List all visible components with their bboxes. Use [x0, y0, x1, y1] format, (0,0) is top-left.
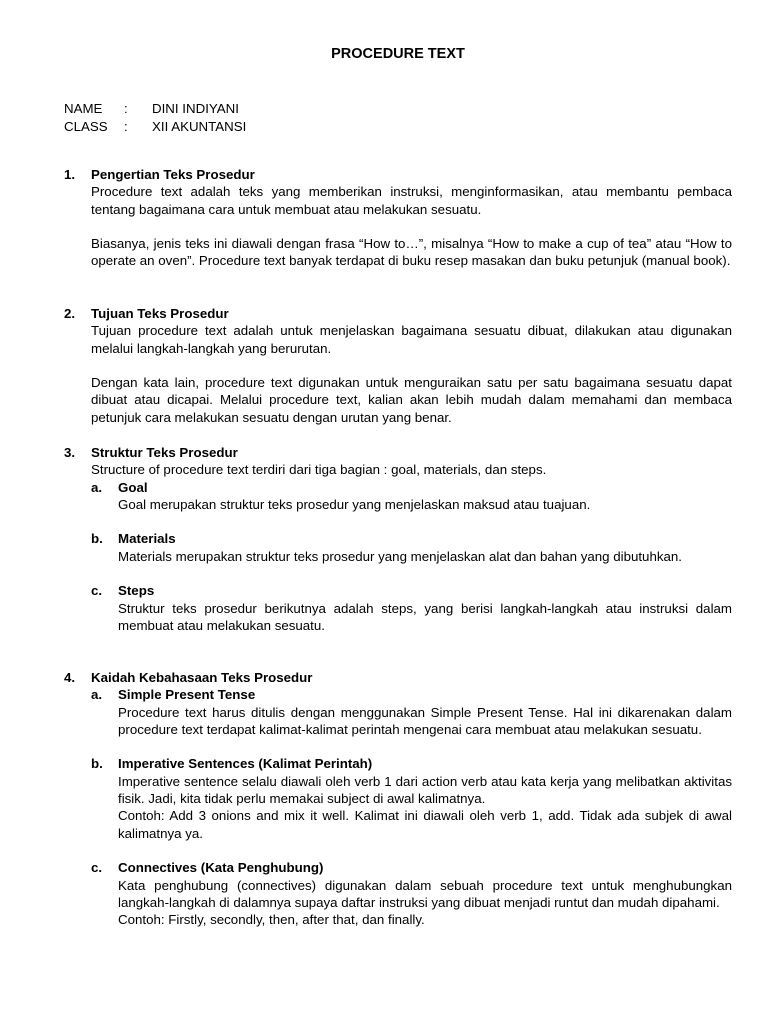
section-struktur	[64, 444, 732, 634]
section-kaidah	[64, 669, 732, 928]
subsection-title: Materials	[118, 531, 176, 547]
student-info	[64, 100, 246, 135]
section-heading	[64, 669, 732, 686]
class-colon: :	[124, 118, 128, 134]
subsection-title: Steps	[118, 583, 155, 599]
subsection-heading	[91, 530, 732, 547]
paragraph: Biasanya, jenis teks ini diawali dengan frasa “How to…”, misalnya “How to make a cup of tea” atau “How to operate an oven”. Procedure text banyak terdapat di buku resep masakan dan buku petunjuk (manual book).	[91, 236, 732, 269]
paragraph: Procedure text harus ditulis dengan menggunakan Simple Present Tense. Hal ini dikarenakan dalam procedure text terdapat kalimat-kalimat perintah mengenai cara membuat atau melakukan sesuatu.	[118, 704, 732, 737]
subsection-title: Goal	[118, 479, 148, 495]
section-number: 3.	[64, 445, 76, 460]
paragraph: Dengan kata lain, procedure text digunakan untuk menguraikan satu per satu bagaimana sesuatu dapat dibuat atau dicapai. Melalui procedure text, kalian akan lebih mudah dalam memahami dan membaca petunjuk cara melakukan sesuatu dengan urutan yang benar.	[91, 375, 732, 425]
section-number: 2.	[64, 306, 76, 321]
subsection-heading	[91, 686, 732, 703]
subsection-heading	[91, 479, 732, 496]
subsection-heading	[91, 582, 732, 599]
paragraph: Struktur teks prosedur berikutnya adalah steps, yang berisi langkah-langkah atau instruksi dalam membuat atau melakukan sesuatu.	[118, 600, 732, 633]
class-value: XII AKUNTANSI	[152, 118, 247, 134]
section-intro: Structure of procedure text terdiri dari tiga bagian : goal, materials, dan steps.	[91, 462, 547, 478]
example-line: Contoh: Firstly, secondly, then, after that, dan finally.	[118, 912, 425, 928]
section-pengertian	[64, 166, 732, 270]
section-number: 4.	[64, 670, 76, 685]
section-title: Struktur Teks Prosedur	[91, 445, 238, 460]
paragraph: Imperative sentence selalu diawali oleh verb 1 dari action verb atau kata kerja yang melibatkan aktivitas fisik. Jadi, kita tidak perlu memakai subject di awal kalimatnya.	[118, 773, 732, 807]
section-heading	[64, 166, 732, 183]
section-number: 1.	[64, 167, 76, 182]
name-value: DINI INDIYANI	[152, 101, 239, 116]
name-label: NAME	[64, 101, 103, 116]
paragraph: Procedure text adalah teks yang memberikan instruksi, menginformasikan, atau membantu pembaca tentang bagaimana cara untuk membuat atau melakukan sesuatu.	[91, 184, 732, 217]
paragraph: Tujuan procedure text adalah untuk menjelaskan bagaimana sesuatu dibuat, dilakukan atau digunakan melalui langkah-langkah yang berurutan.	[91, 323, 732, 356]
subsection-heading	[91, 859, 732, 876]
name-row	[64, 100, 246, 118]
subsection-title: Imperative Sentences (Kalimat Perintah)	[118, 756, 373, 772]
example-line: Contoh: Add 3 onions and mix it well. Kalimat ini diawali oleh verb 1, add. Tidak ada subjek di awal kalimatnya ya.	[118, 808, 732, 841]
class-row	[64, 118, 246, 136]
document-title: PROCEDURE TEXT	[331, 46, 465, 62]
subsection-letter: b.	[91, 531, 103, 547]
subsection-heading	[91, 755, 732, 772]
section-heading	[64, 444, 732, 461]
subsection-letter: b.	[91, 756, 103, 772]
section-title: Kaidah Kebahasaan Teks Prosedur	[91, 670, 313, 685]
subsection-letter: c.	[91, 583, 103, 599]
subsection-letter: a.	[91, 687, 103, 703]
paragraph: Kata penghubung (connectives) digunakan dalam sebuah procedure text untuk menghubungkan langkah-langkah di dalamnya supaya daftar instruksi yang dibuat menjadi runtut dan mudah dipahami.	[118, 877, 732, 910]
subsection-letter: a.	[91, 479, 103, 495]
paragraph: Goal merupakan struktur teks prosedur yang menjelaskan maksud atau tuajuan.	[118, 496, 591, 512]
class-label: CLASS	[64, 118, 108, 134]
subsection-title: Connectives (Kata Penghubung)	[118, 860, 324, 876]
paragraph: Materials merupakan struktur teks prosedur yang menjelaskan alat dan bahan yang dibutuhkan.	[118, 548, 682, 564]
section-title: Tujuan Teks Prosedur	[91, 306, 229, 321]
section-tujuan	[64, 305, 732, 426]
subsection-letter: c.	[91, 860, 103, 876]
section-title: Pengertian Teks Prosedur	[91, 167, 255, 182]
section-heading	[64, 305, 732, 322]
subsection-title: Simple Present Tense	[118, 687, 256, 703]
name-colon: :	[124, 101, 128, 116]
